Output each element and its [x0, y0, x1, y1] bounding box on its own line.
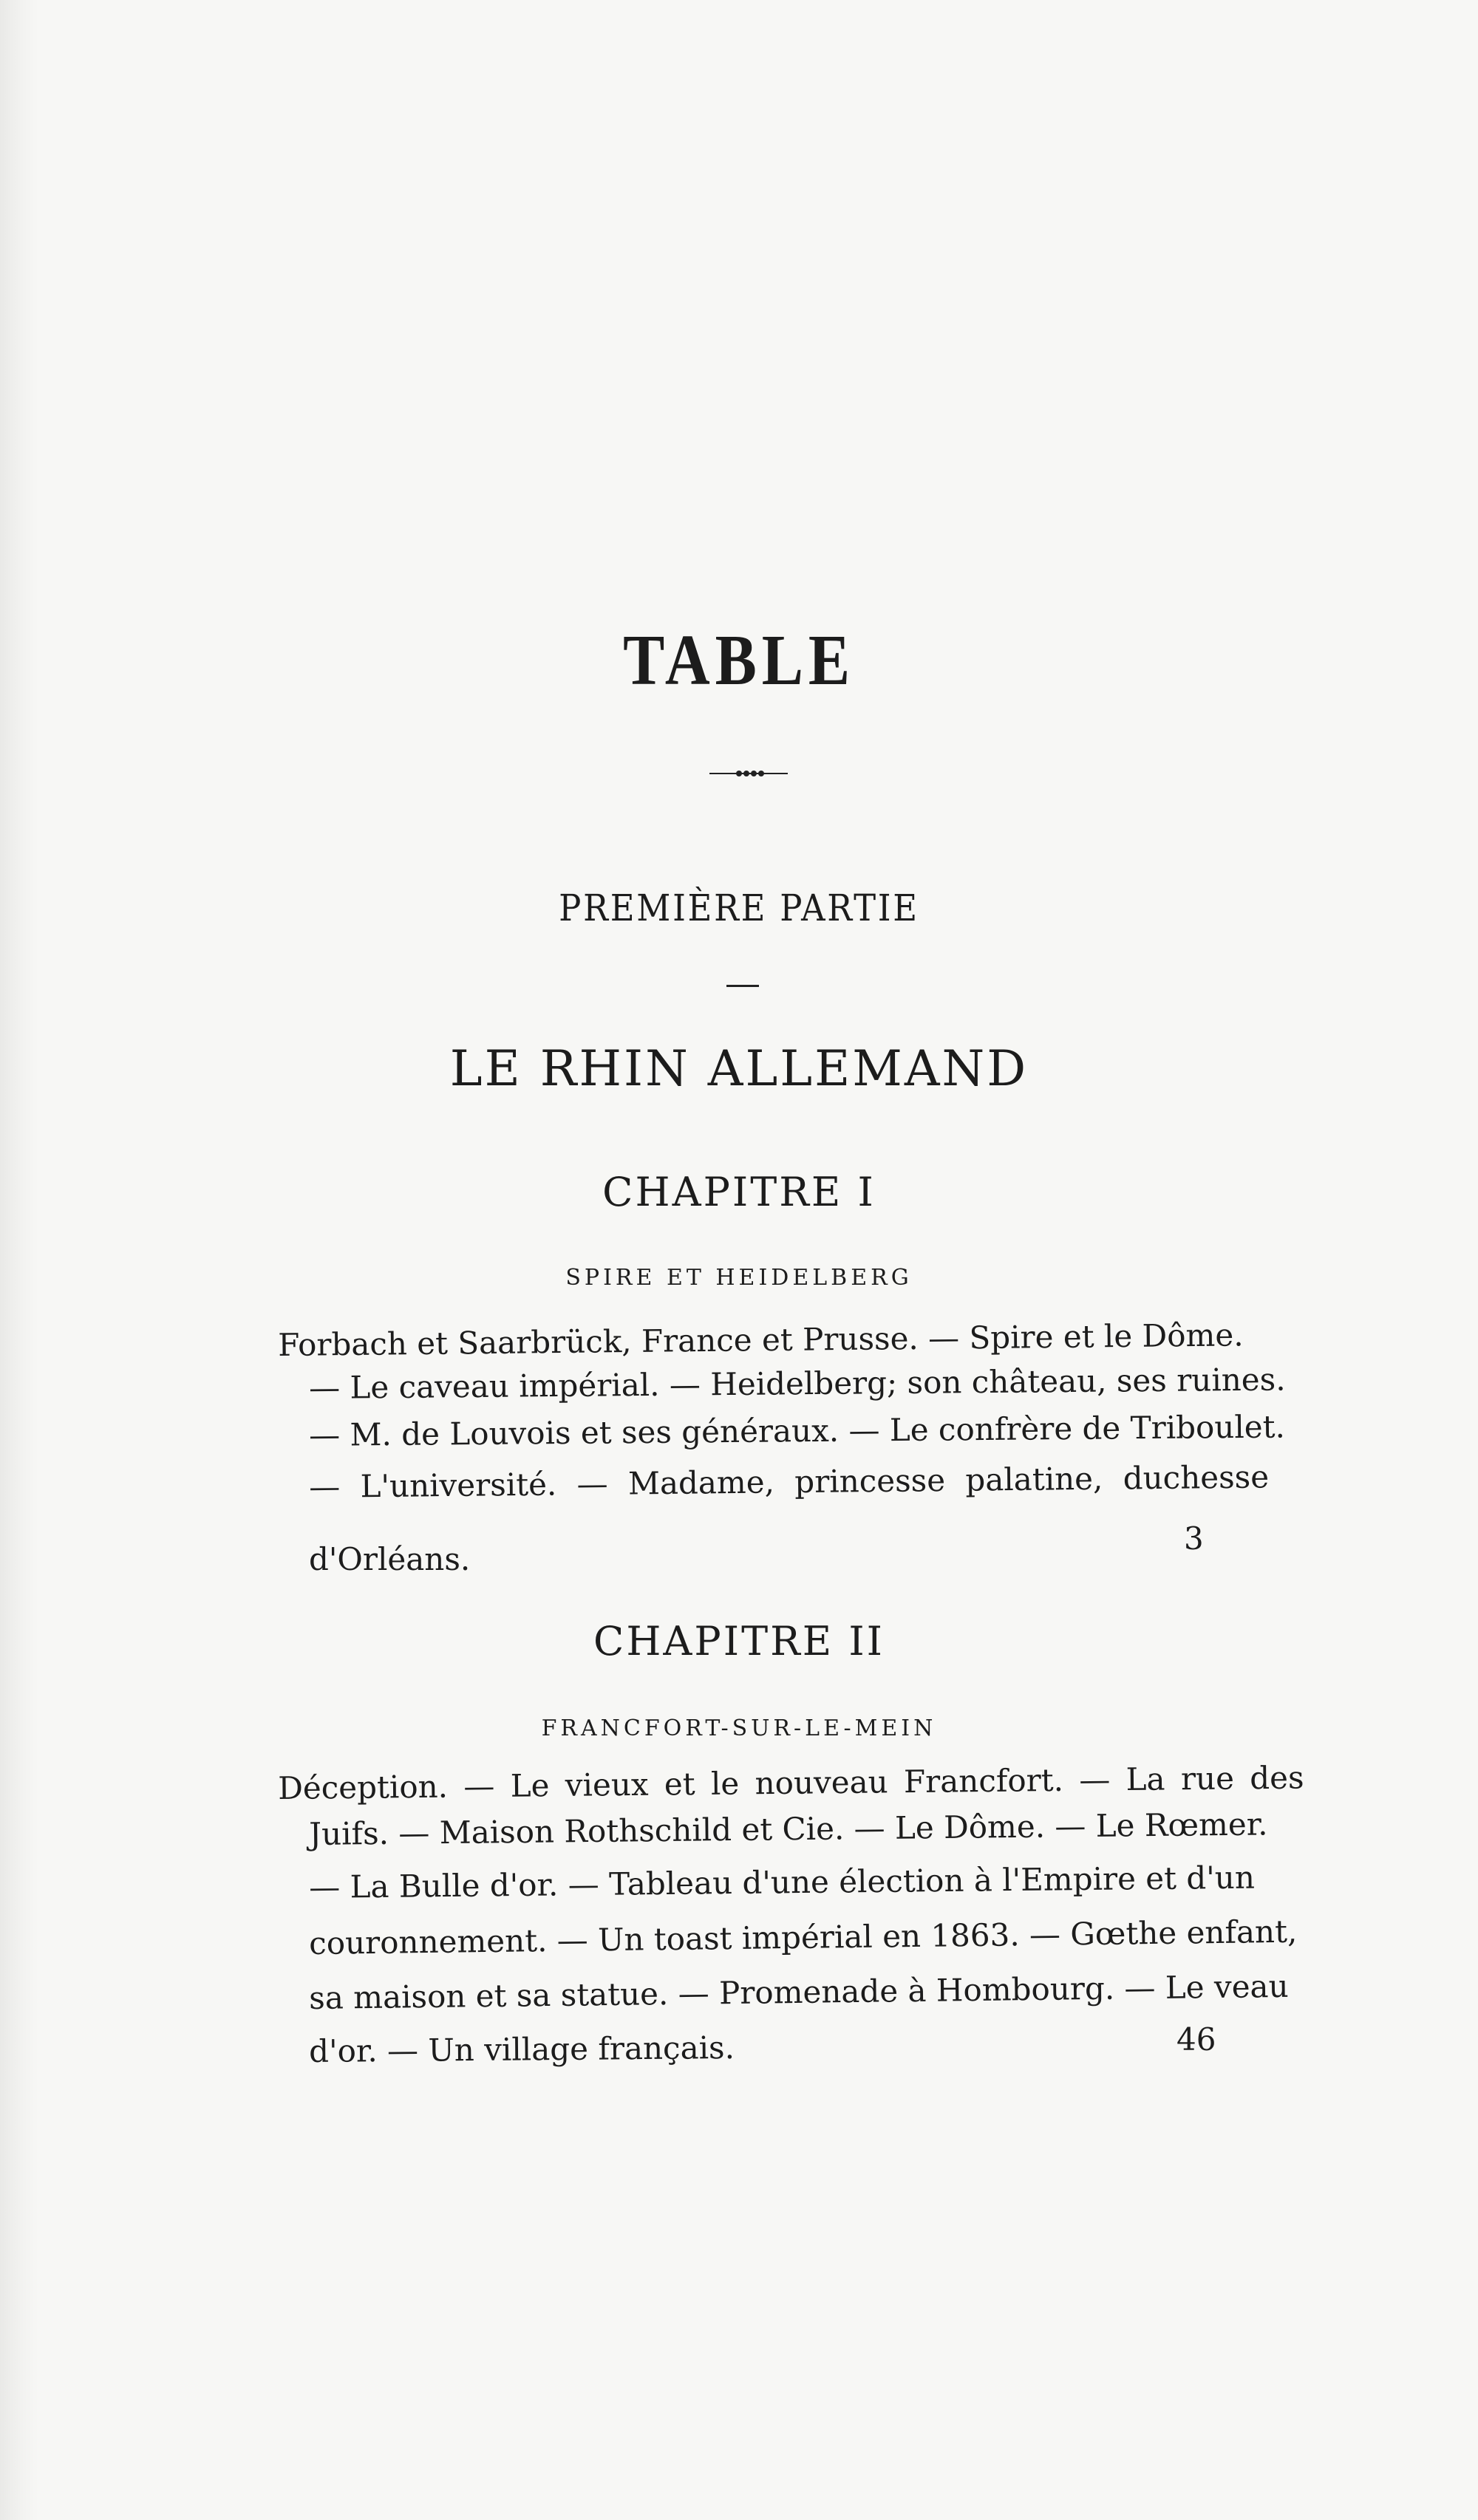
table-heading: TABLE [623, 621, 855, 700]
page-number: 3 [1184, 1520, 1204, 1557]
part-title: PREMIÈRE PARTIE [559, 887, 919, 929]
chapter-summary-line: Forbach et Saarbrück, France et Prusse. — Spire et le Dôme. [277, 1317, 1244, 1363]
chapter-summary-line: d'or. — Un village français. [308, 2029, 735, 2069]
chapter-summary-line: — La Bulle d'or. — Tableau d'une élection à l'Empire et d'un [308, 1859, 1256, 1905]
book-title: LE RHIN ALLEMAND [449, 1040, 1029, 1097]
chapter-summary-line: Déception. — Le vieux et le nouveau Francfort. — La rue des [277, 1759, 1304, 1806]
ornament-divider-icon [708, 768, 789, 779]
chapter-summary-line: Juifs. — Maison Rothschild et Cie. — Le Dôme. — Le Rœmer. [308, 1806, 1268, 1852]
chapter-summary-line: — Le caveau impérial. — Heidelberg; son château, ses ruines. [308, 1361, 1286, 1406]
chapter-heading: CHAPITRE I [602, 1169, 876, 1215]
section-rule [726, 985, 759, 987]
chapter-subtitle: FRANCFORT-SUR-LE-MEIN [541, 1715, 937, 1741]
chapter-heading: CHAPITRE II [593, 1618, 885, 1664]
chapter-summary-line: sa maison et sa statue. — Promenade à Hombourg. — Le veau [308, 1967, 1289, 2016]
page-gutter-shadow [0, 0, 38, 2520]
chapter-summary-line: couronnement. — Un toast impérial en 1863. — Gœthe enfant, [308, 1913, 1298, 1961]
chapter-summary-line: d'Orléans. [309, 1541, 471, 1577]
page-number: 46 [1176, 2021, 1216, 2058]
chapter-summary-line: — M. de Louvois et ses généraux. — Le confrère de Triboulet. [308, 1408, 1286, 1453]
chapter-summary-line: — L'université. — Madame, princesse palatine, duchesse [308, 1458, 1270, 1505]
chapter-subtitle: SPIRE ET HEIDELBERG [565, 1265, 913, 1291]
